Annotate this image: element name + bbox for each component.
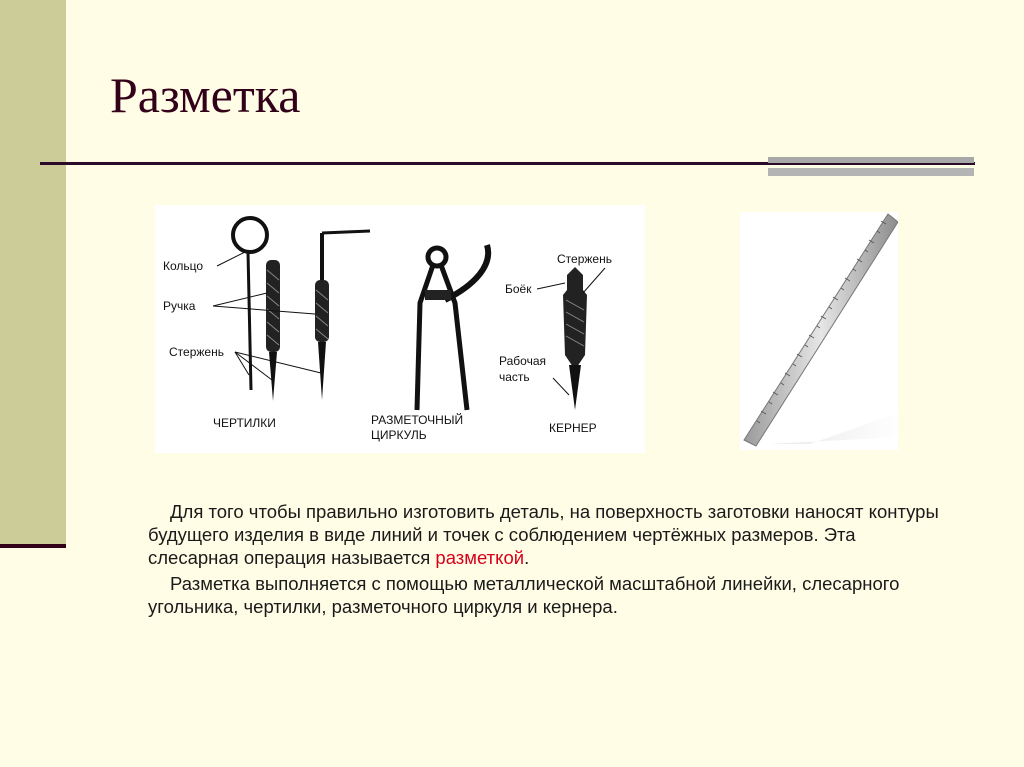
scriber-ring-drawing bbox=[233, 218, 267, 390]
caption-scribers: ЧЕРТИЛКИ bbox=[213, 416, 276, 430]
scriber-handle-drawing bbox=[266, 260, 280, 401]
marking-tools-illustration bbox=[155, 205, 645, 453]
steel-ruler-image bbox=[740, 212, 898, 450]
scriber-hook-drawing bbox=[315, 231, 370, 400]
marking-compass-drawing bbox=[417, 245, 488, 410]
label-handle: Ручка bbox=[163, 299, 196, 313]
caption-compass-line-1: РАЗМЕТОЧНЫЙ bbox=[371, 413, 464, 427]
caption-punch: КЕРНЕР bbox=[549, 421, 597, 435]
label-punch-rod: Стержень bbox=[557, 252, 612, 266]
title-divider-accent-lower bbox=[768, 168, 974, 176]
caption-compass-line-2: ЦИРКУЛЬ bbox=[371, 428, 427, 442]
slide-title: Разметка bbox=[110, 67, 301, 123]
paragraph-definition bbox=[148, 500, 948, 569]
label-ring: Кольцо bbox=[163, 259, 204, 273]
sidebar-underline bbox=[0, 544, 66, 548]
paragraph-definition-end: . bbox=[524, 547, 530, 568]
marking-tools-drawing bbox=[155, 205, 645, 453]
paragraph-definition-text: Для того чтобы правильно изготовить деталь, на поверхность заготовки наносят контуры будущего изделия в виде линий и точек с соблюдением чертёжных размеров. Эта слесарная операция называется bbox=[148, 501, 939, 568]
sidebar-decoration bbox=[0, 0, 66, 548]
center-punch-drawing bbox=[563, 267, 587, 410]
label-working-part-line-1: Рабочая bbox=[499, 354, 546, 368]
slide-body bbox=[148, 500, 948, 621]
highlighted-term: разметкой bbox=[435, 547, 525, 568]
steel-ruler-drawing bbox=[740, 212, 898, 450]
title-divider-accent bbox=[768, 157, 974, 163]
label-striker: Боёк bbox=[505, 282, 532, 296]
label-working-part-line-2: часть bbox=[499, 370, 530, 384]
label-rod: Стержень bbox=[169, 345, 224, 359]
paragraph-tools: Разметка выполняется с помощью металлической масштабной линейки, слесарного угольника, чертилки, разметочного циркуля и кернера. bbox=[148, 573, 900, 617]
